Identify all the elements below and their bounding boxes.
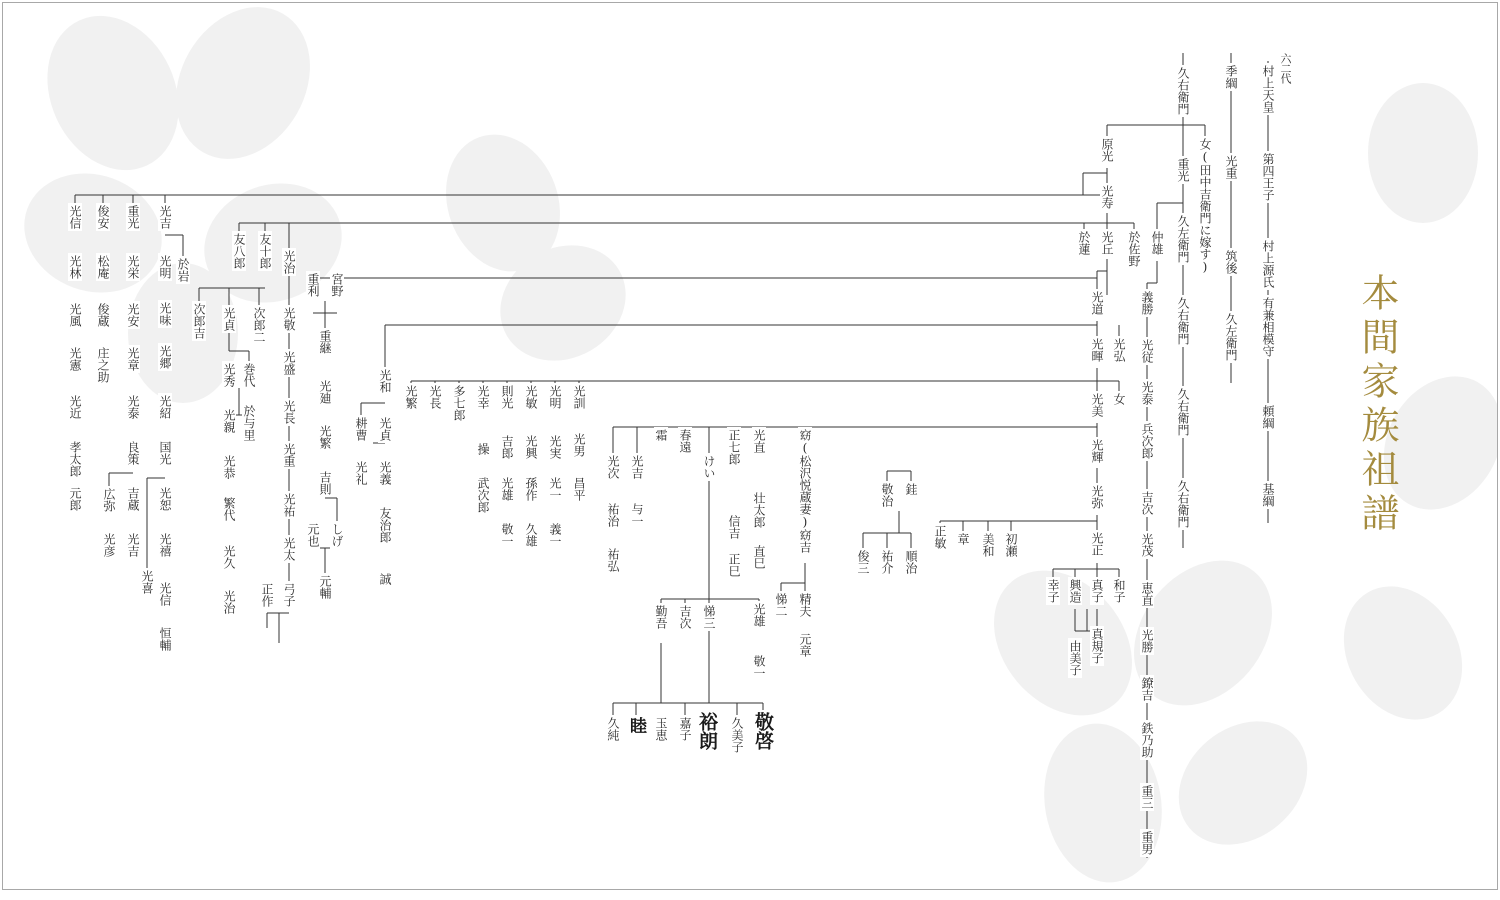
member-n47: 真子 [1090, 579, 1104, 603]
member-n156: 光恕 [158, 487, 172, 511]
member-n86: 嘉子 [678, 717, 692, 741]
member-n79: 敬一 [752, 655, 766, 679]
member-n51: 正敏 [933, 525, 947, 549]
member-n67: 正七郎 [727, 429, 741, 465]
member-n5: 有兼相模守 [1261, 297, 1275, 357]
member-n10: 筑後 [1224, 250, 1238, 274]
member-n37: 光道 [1090, 291, 1104, 315]
member-n123: 吉則 [318, 471, 332, 495]
member-n160: 光喜 [140, 570, 154, 594]
member-n101: 則光 [500, 385, 514, 409]
member-n179: 光近 [68, 395, 82, 419]
member-n11: 久左衛門 [1224, 313, 1238, 361]
member-n54: 初瀬 [1004, 533, 1018, 557]
member-n72: 霜 [654, 429, 668, 441]
member-n35: 重三 [1140, 785, 1154, 809]
member-n65: 壮太郎 [752, 492, 766, 528]
member-n151: 光明 [158, 255, 172, 279]
member-n167: 吉蔵 [126, 487, 140, 511]
member-n140: 光秀 [222, 363, 236, 387]
member-n59: 順治 [904, 550, 918, 574]
member-n127: 光治 [282, 250, 296, 274]
member-n103: 光雄 [500, 477, 514, 501]
member-n168: 光吉 [126, 533, 140, 557]
member-n149: 光吉 [158, 205, 172, 229]
member-n154: 光紹 [158, 395, 172, 419]
member-n172: 松庵 [96, 255, 110, 279]
member-n178: 光憲 [68, 347, 82, 371]
member-n41: 女 [1112, 393, 1126, 405]
member-n114: 友治郎 [378, 507, 392, 543]
member-n68: 信吉 [727, 515, 741, 539]
member-n71: 春遠 [678, 429, 692, 453]
member-n152: 光味 [158, 302, 172, 326]
member-n136: 友十郎 [258, 233, 272, 269]
family-tree-chart [2, 2, 1498, 890]
member-n18: 於佐野 [1127, 231, 1141, 267]
member-n131: 光重 [282, 443, 296, 467]
member-n135: 正作 [260, 583, 274, 607]
member-n117: 光礼 [354, 461, 368, 485]
member-n166: 良策 [126, 441, 140, 465]
member-n104: 敬一 [500, 523, 514, 547]
member-n19: 重光 [1176, 158, 1190, 182]
member-n163: 光安 [126, 303, 140, 327]
member-n177: 光風 [68, 303, 82, 327]
member-n45: 幸子 [1046, 579, 1060, 603]
member-n130: 光長 [282, 400, 296, 424]
member-n84: 久美子 [730, 717, 744, 753]
member-n16: 光丘 [1100, 231, 1114, 255]
member-n144: 光恭 [222, 455, 236, 479]
member-n122: 光繁 [318, 425, 332, 449]
member-n74: 与一 [630, 503, 644, 527]
member-n90: 光訓 [572, 385, 586, 409]
member-n110: 光繁 [404, 385, 418, 409]
member-n3: 第四王子 [1261, 153, 1275, 201]
member-n126: 元輔 [318, 575, 332, 599]
member-n95: 光一 [548, 477, 562, 501]
member-n17: 於蓮 [1077, 231, 1091, 255]
member-n169: 広弥 [102, 488, 116, 512]
member-n26: 光従 [1140, 339, 1154, 363]
member-n83: 敬啓 [752, 712, 774, 750]
member-n85: 裕朗 [696, 712, 718, 750]
member-n81: 吉次 [678, 605, 692, 629]
member-n61: 悌二 [774, 593, 788, 617]
member-n14: 女(田中吉衛門に嫁す) [1198, 138, 1212, 274]
member-n49: 由美子 [1068, 640, 1082, 676]
member-n180: 孝太郎 [68, 441, 82, 477]
member-n164: 光章 [126, 347, 140, 371]
member-n6: 頼綱 [1261, 405, 1275, 429]
member-n108: 多七郎 [452, 385, 466, 421]
member-n153: 光郷 [158, 345, 172, 369]
member-n162: 光栄 [126, 255, 140, 279]
member-n43: 光弥 [1090, 485, 1104, 509]
member-n34: 鉄乃助 [1140, 722, 1154, 758]
member-n20: 仲雄 [1150, 231, 1164, 255]
member-n157: 光禧 [158, 533, 172, 557]
member-n38: 光暉 [1090, 338, 1104, 362]
member-n105: 光幸 [476, 385, 490, 409]
member-n150: 於岩 [176, 258, 190, 282]
member-n99: 孫作 [524, 477, 538, 501]
member-n64: 光直 [752, 429, 766, 453]
member-n116: 耕曹 [354, 417, 368, 441]
member-n143: 光親 [222, 409, 236, 433]
member-n31: 恵直 [1140, 582, 1154, 606]
member-n30: 光茂 [1140, 533, 1154, 557]
member-n120: 重継 [318, 330, 332, 354]
member-n109: 光長 [428, 385, 442, 409]
member-n129: 光盛 [282, 351, 296, 375]
member-n12: 久右衛門 [1176, 67, 1190, 115]
member-n173: 俊蔵 [96, 303, 110, 327]
member-n145: 繁代 [222, 497, 236, 521]
member-n75: 光次 [606, 455, 620, 479]
member-n53: 美和 [981, 533, 995, 557]
member-n165: 光泰 [126, 395, 140, 419]
member-n8: 季綱 [1224, 65, 1238, 89]
member-n102: 吉郎 [500, 435, 514, 459]
member-n139: 光貞 [222, 307, 236, 331]
member-n77: 祐弘 [606, 548, 620, 572]
page-title: 本間家族祖譜 [1355, 273, 1399, 537]
member-n146: 光久 [222, 545, 236, 569]
member-n106: 操 [476, 443, 490, 455]
member-n97: 光敏 [524, 385, 538, 409]
member-n21: 久左衛門 [1176, 215, 1190, 263]
member-n100: 久雄 [524, 523, 538, 547]
member-n46: 興造 [1068, 579, 1082, 603]
member-n73: 光吉 [630, 455, 644, 479]
member-n15: 光寿 [1100, 185, 1114, 209]
member-n32: 光勝 [1140, 629, 1154, 653]
member-n124: しげ [330, 523, 344, 547]
member-n28: 兵次郎 [1140, 423, 1154, 459]
member-n27: 光泰 [1140, 381, 1154, 405]
member-n134: 弓子 [282, 583, 296, 607]
member-n70: けい [702, 455, 716, 479]
member-n44: 光正 [1090, 532, 1104, 556]
member-n80: 悌三 [702, 605, 716, 629]
member-n92: 昌平 [572, 477, 586, 501]
member-n96: 義一 [548, 523, 562, 547]
member-n60: 窈(松沢悦蔵妻)窈吉 [798, 429, 812, 553]
member-n82: 勤吾 [654, 605, 668, 629]
member-n138: 友八郎 [232, 233, 246, 269]
member-n62: 精夫 [798, 593, 812, 617]
member-n170: 光彦 [102, 533, 116, 557]
member-n52: 章 [956, 533, 970, 545]
member-n113: 光義 [378, 461, 392, 485]
member-n119: 重利 [306, 273, 320, 297]
member-n175: 光信 [68, 205, 82, 229]
member-n125: 元也 [306, 523, 320, 547]
member-n98: 光興 [524, 435, 538, 459]
member-n161: 重光 [126, 205, 140, 229]
member-n36: 重男 [1140, 831, 1154, 855]
member-n40: 光美 [1090, 393, 1104, 417]
member-n142: 於与里 [242, 405, 256, 441]
member-n58: 祐介 [880, 550, 894, 574]
member-n33: 鐐吉 [1140, 677, 1154, 701]
member-n39: 光弘 [1112, 338, 1126, 362]
member-n29: 吉次 [1140, 491, 1154, 515]
member-n133: 光太 [282, 537, 296, 561]
member-n111: 光和 [378, 369, 392, 393]
member-n171: 俊安 [96, 205, 110, 229]
member-n2: 村上天皇 [1261, 65, 1275, 113]
member-n121: 光廸 [318, 380, 332, 404]
member-n128: 光敬 [282, 307, 296, 331]
member-n42: 光輝 [1090, 439, 1104, 463]
member-n107: 武次郎 [476, 477, 490, 513]
member-n155: 国光 [158, 441, 172, 465]
member-n94: 光実 [548, 435, 562, 459]
member-n88: 睦 [626, 717, 646, 734]
member-n118: 宮野 [330, 273, 344, 297]
member-n63: 元章 [798, 633, 812, 657]
member-n55: 銈 [904, 483, 918, 495]
member-n66: 直巳 [752, 545, 766, 569]
member-n9: 光重 [1224, 155, 1238, 179]
member-n159: 恒輔 [158, 627, 172, 651]
member-n24: 久右衛門 [1176, 480, 1190, 528]
member-n112: 光貞 [378, 417, 392, 441]
member-n25: 義勝 [1140, 291, 1154, 315]
member-n137: 次郎二 [252, 307, 266, 343]
member-n93: 光明 [548, 385, 562, 409]
member-n147: 光治 [222, 590, 236, 614]
member-n48: 和子 [1112, 579, 1126, 603]
member-n132: 光祐 [282, 493, 296, 517]
member-n1: 六二代 [1279, 53, 1292, 83]
member-n141: 巻代 [242, 363, 256, 387]
member-n78: 光雄 [752, 603, 766, 627]
member-n13: 原光 [1100, 138, 1114, 162]
member-n57: 俊三 [856, 550, 870, 574]
member-n87: 玉恵 [654, 717, 668, 741]
member-n115: 誠 [378, 573, 392, 585]
member-n148: 次郎吉 [192, 303, 206, 339]
tree-canvas [3, 3, 1498, 890]
member-n76: 祐治 [606, 503, 620, 527]
member-n158: 光信 [158, 582, 172, 606]
member-n56: 敬治 [880, 483, 894, 507]
member-n22: 久右衛門 [1176, 297, 1190, 345]
member-n69: 正巳 [727, 553, 741, 577]
member-n4: 村上源氏 [1261, 240, 1275, 288]
member-n89: 久純 [606, 717, 620, 741]
member-n50: 真規子 [1090, 628, 1104, 664]
member-n174: 庄之助 [96, 347, 110, 383]
member-n7: 基綱 [1261, 483, 1275, 507]
member-n23: 久右衛門 [1176, 388, 1190, 436]
member-n91: 光男 [572, 433, 586, 457]
member-n176: 光林 [68, 255, 82, 279]
member-n181: 元郎 [68, 487, 82, 511]
